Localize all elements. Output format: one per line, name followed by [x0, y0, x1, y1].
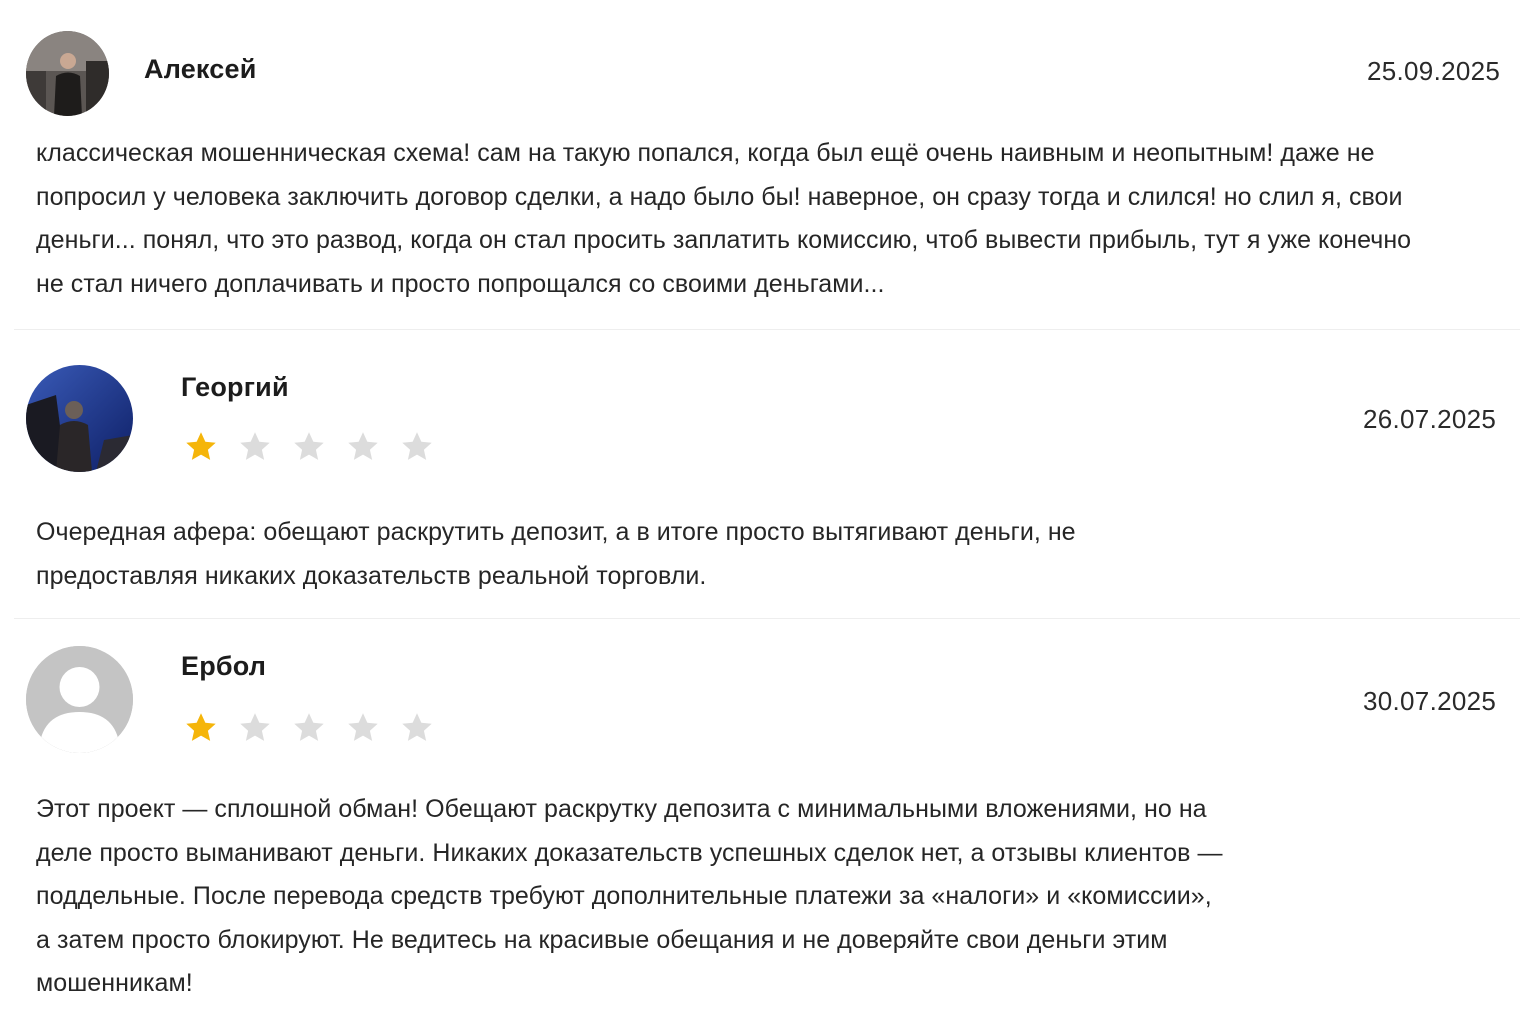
star-empty-icon — [399, 710, 435, 746]
review-author: Георгий — [181, 372, 289, 402]
star-empty-icon — [237, 429, 273, 465]
review-card — [0, 0, 1536, 330]
rating-stars — [183, 429, 435, 465]
review-text-line: мошенникам! — [36, 969, 193, 997]
user-avatar[interactable] — [26, 31, 109, 116]
user-avatar[interactable] — [26, 365, 133, 472]
user-photo — [26, 31, 109, 116]
star-empty-icon — [291, 429, 327, 465]
review-text-line: попросил у человека заключить договор сделки, а надо было бы! наверное, он сразу тогда и слился! но слил я, свои — [36, 182, 1403, 211]
review-date: 25.09.2025 — [1367, 56, 1501, 86]
review-text — [36, 788, 1336, 1006]
review-text — [36, 132, 1526, 306]
star-empty-icon — [345, 429, 381, 465]
review-date: 30.07.2025 — [1363, 686, 1497, 716]
star-filled-icon — [183, 429, 219, 465]
rating-stars — [183, 710, 435, 746]
review-card — [0, 619, 1536, 1024]
review-text-line: а затем просто блокируют. Не ведитесь на красивые обещания и не доверяйте свои деньги этим — [36, 925, 1168, 954]
review-text-line: Этот проект — сплошной обман! Обещают раскрутку депозита с минимальными вложениями, но на — [36, 795, 1207, 823]
review-author: Ербол — [181, 651, 267, 681]
user-photo — [26, 365, 133, 472]
star-empty-icon — [291, 710, 327, 746]
review-text — [36, 511, 1336, 598]
review-text-line: поддельные. После перевода средств требуют дополнительные платежи за «налоги» и «комиссии», — [36, 882, 1212, 910]
review-text-line: не стал ничего доплачивать и просто попрощался со своими деньгами... — [36, 269, 885, 298]
star-empty-icon — [345, 710, 381, 746]
star-empty-icon — [399, 429, 435, 465]
star-empty-icon — [237, 710, 273, 746]
review-text-line: Очередная афера: обещают раскрутить депозит, а в итоге просто вытягивают деньги, не — [36, 518, 1076, 546]
review-date: 26.07.2025 — [1363, 404, 1497, 434]
user-silhouette-icon — [26, 646, 133, 753]
star-filled-icon — [183, 710, 219, 746]
default-avatar-icon[interactable] — [26, 646, 133, 753]
review-author: Алексей — [144, 54, 257, 84]
review-text-line: предоставляя никаких доказательств реальной торговли. — [36, 561, 707, 590]
review-text-line: деньги... понял, что это развод, когда он стал просить заплатить комиссию, чтоб вывести прибыль, тут я уже конечно — [36, 226, 1412, 254]
review-text-line: деле просто выманивают деньги. Никаких доказательств успешных сделок нет, а отзывы клиентов — — [36, 838, 1223, 867]
review-card — [0, 330, 1536, 618]
review-text-line: классическая мошенническая схема! сам на такую попался, когда был ещё очень наивным и неопытным! даже не — [36, 139, 1375, 167]
